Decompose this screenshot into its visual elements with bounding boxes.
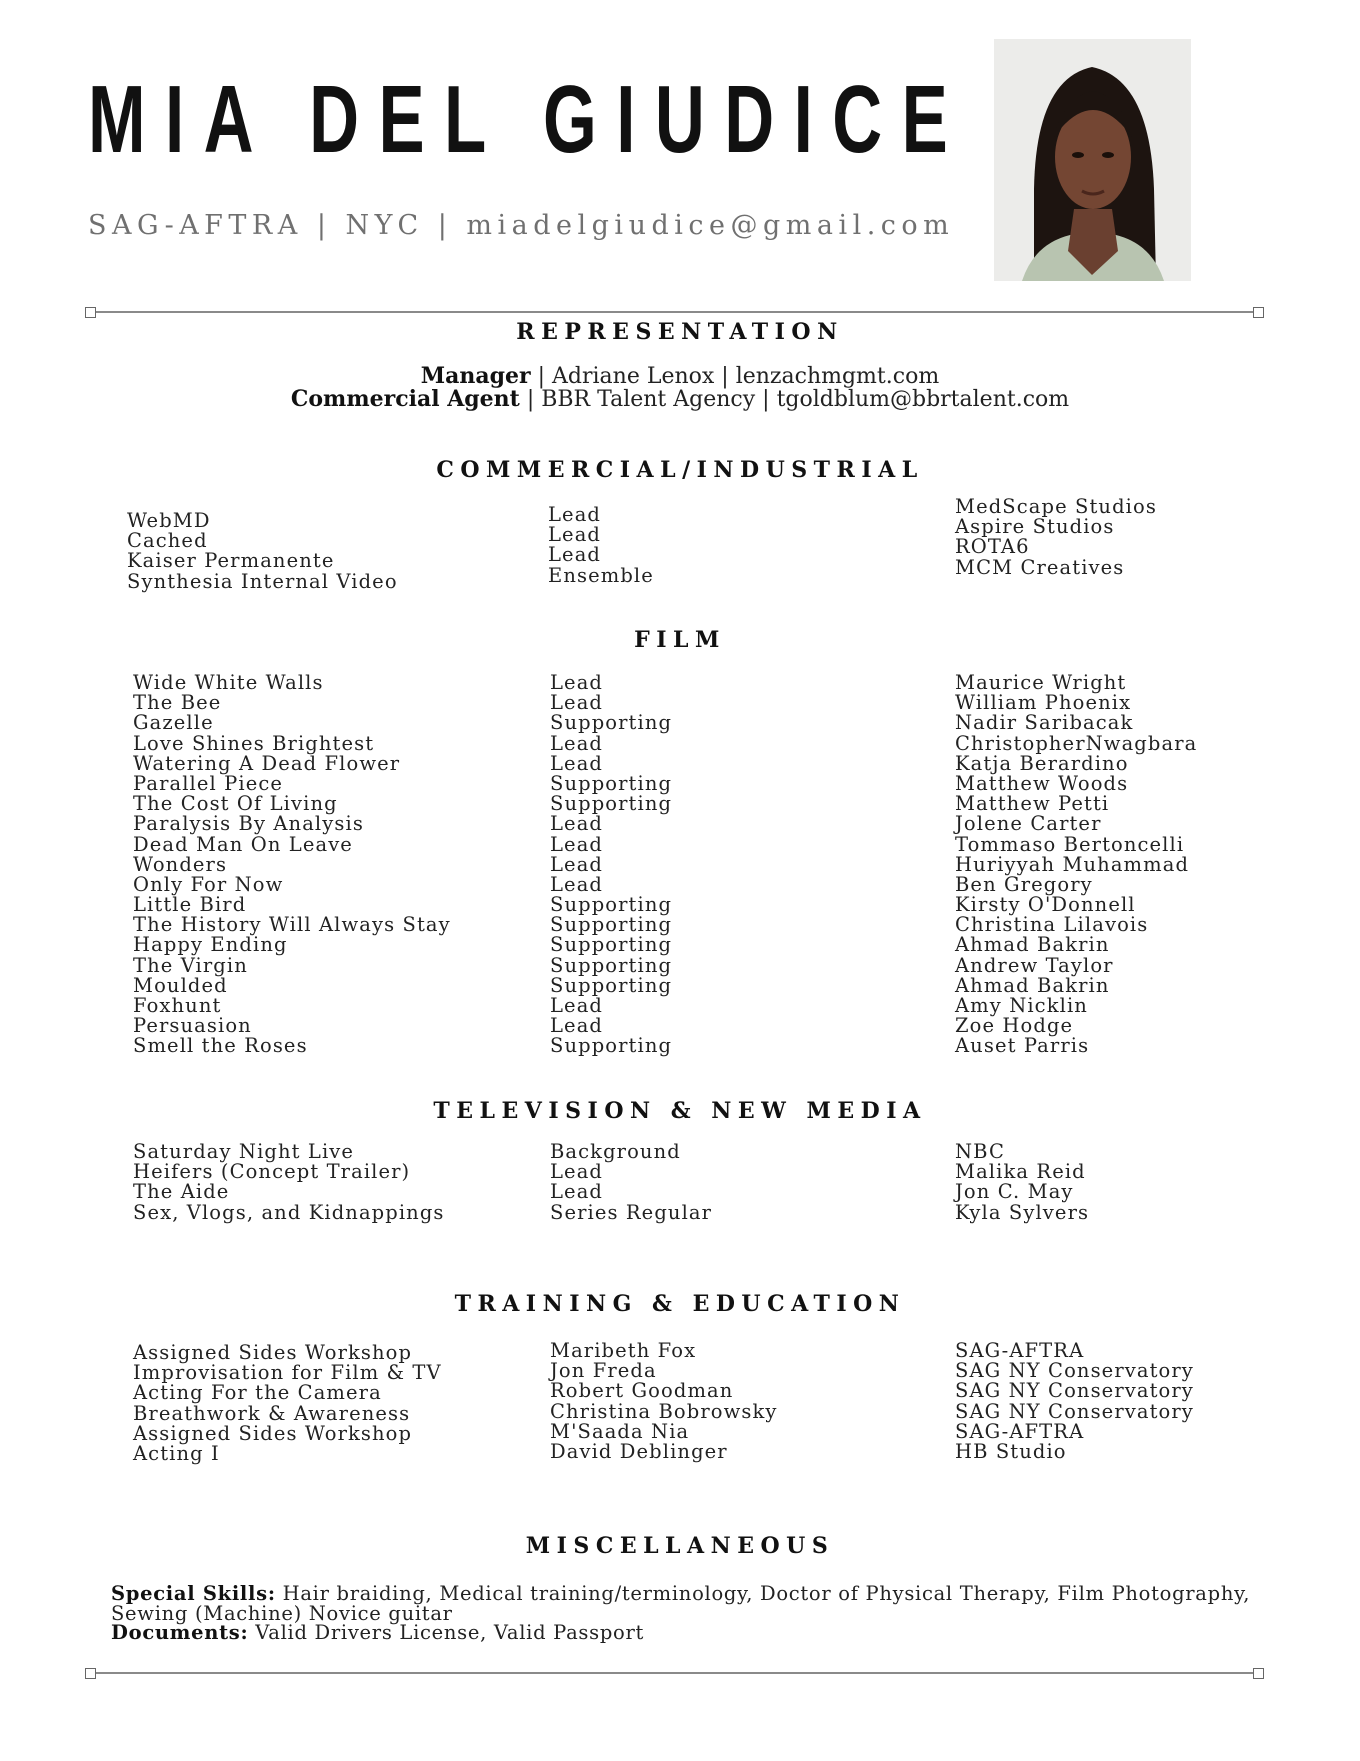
top-divider — [90, 311, 1262, 313]
list-item: Wide White Walls — [133, 671, 324, 694]
commercial-agent-info: | BBR Talent Agency | tgoldblum@bbrtalent.com — [519, 387, 1070, 412]
list-item: ROTA6 — [955, 535, 1030, 559]
list-item: Synthesia Internal Video — [127, 569, 398, 593]
commercial-titles — [127, 511, 398, 592]
list-item: Robert Goodman — [550, 1379, 734, 1403]
list-item: Assigned Sides Workshop — [133, 1341, 413, 1364]
list-item: Christina Bobrowsky — [550, 1399, 778, 1423]
documents-text: Valid Drivers License, Valid Passport — [248, 1621, 645, 1644]
list-item: Only For Now — [133, 872, 284, 896]
list-item: Matthew Petti — [955, 792, 1110, 816]
top-left-handle — [85, 307, 96, 318]
list-item: M'Saada Nia — [550, 1419, 690, 1443]
list-item: Supporting — [550, 933, 673, 957]
list-item: Supporting — [550, 771, 673, 795]
list-item: Christina Lilavois — [955, 913, 1149, 937]
manager-label: Manager — [420, 363, 531, 389]
list-item: SAG NY Conservatory — [955, 1379, 1194, 1403]
list-item: Kyla Sylvers — [955, 1200, 1090, 1224]
television-heading: TELEVISION & NEW MEDIA — [433, 1098, 927, 1124]
manager-info: | Adriane Lenox | lenzachmgmt.com — [530, 364, 940, 389]
skills-label: Special Skills: — [111, 1582, 276, 1605]
representation-heading: REPRESENTATION — [516, 319, 844, 345]
commercial-agent-row — [0, 388, 1360, 411]
list-item: Lead — [550, 691, 603, 715]
list-item: Amy Nicklin — [955, 994, 1088, 1017]
film-directors — [955, 673, 1197, 1057]
list-item: Nadir Saribacak — [955, 711, 1134, 735]
training-courses — [133, 1343, 442, 1464]
list-item: Andrew Taylor — [955, 953, 1114, 977]
documents-line — [111, 1623, 1250, 1643]
list-item: Lead — [550, 812, 603, 836]
list-item: The Aide — [133, 1180, 230, 1204]
list-item: Lead — [548, 543, 601, 567]
list-item: Jon Freda — [550, 1359, 657, 1383]
list-item: Lead — [548, 503, 601, 526]
misc-block — [111, 1584, 1250, 1643]
list-item: Kaiser Permanente — [127, 549, 335, 573]
list-item: Supporting — [550, 973, 673, 997]
commercial-agent-label: Commercial Agent — [290, 386, 520, 412]
list-item: The Virgin — [133, 953, 248, 977]
list-item: Persuasion — [133, 1014, 252, 1038]
list-item: Gazelle — [133, 711, 214, 735]
list-item: MedScape Studios — [955, 495, 1157, 518]
list-item: Background — [550, 1140, 681, 1163]
list-item: Matthew Woods — [955, 771, 1129, 795]
list-item: Breathwork & Awareness — [133, 1401, 411, 1425]
list-item: Katja Berardino — [955, 751, 1129, 775]
list-item: Jolene Carter — [955, 812, 1102, 836]
list-item: Moulded — [133, 973, 228, 997]
list-item: Cached — [127, 529, 208, 553]
list-item: SAG NY Conservatory — [955, 1359, 1194, 1383]
training-heading: TRAINING & EDUCATION — [454, 1291, 906, 1317]
list-item: Lead — [550, 994, 603, 1017]
training-schools — [955, 1341, 1194, 1462]
bottom-right-handle — [1253, 1668, 1264, 1679]
television-roles — [550, 1142, 712, 1223]
list-item: Parallel Piece — [133, 771, 284, 795]
misc-heading: MISCELLANEOUS — [525, 1533, 835, 1559]
list-item: Tommaso Bertoncelli — [955, 832, 1185, 856]
list-item: Smell the Roses — [133, 1034, 308, 1058]
list-item: Lead — [550, 1014, 603, 1038]
list-item: WebMD — [127, 509, 211, 532]
list-item: Maurice Wright — [955, 671, 1127, 694]
list-item: Little Bird — [133, 893, 247, 917]
list-item: Huriyyah Muhammad — [955, 852, 1190, 876]
list-item: Lead — [550, 1160, 603, 1184]
list-item: Jon C. May — [955, 1180, 1074, 1204]
list-item: Lead — [550, 671, 603, 694]
list-item: Lead — [550, 872, 603, 896]
list-item: Wonders — [133, 852, 228, 876]
commercial-roles — [548, 505, 654, 586]
list-item: Series Regular — [550, 1200, 713, 1224]
list-item: SAG-AFTRA — [955, 1339, 1085, 1362]
list-item: Acting For the Camera — [133, 1381, 382, 1405]
actor-name: MIA DEL GIUDICE — [88, 66, 968, 173]
list-item: Kirsty O'Donnell — [955, 893, 1136, 917]
list-item: SAG-AFTRA — [955, 1419, 1085, 1443]
list-item: Ahmad Bakrin — [955, 973, 1110, 997]
list-item: The Bee — [133, 691, 222, 715]
list-item: Ben Gregory — [955, 872, 1093, 896]
list-item: Lead — [550, 731, 603, 755]
list-item: Zoe Hodge — [955, 1014, 1074, 1038]
list-item: MCM Creatives — [955, 555, 1125, 579]
television-titles — [133, 1142, 445, 1223]
list-item: Saturday Night Live — [133, 1140, 355, 1163]
list-item: SAG NY Conservatory — [955, 1399, 1194, 1423]
bottom-left-handle — [85, 1668, 96, 1679]
list-item: Aspire Studios — [955, 515, 1115, 539]
list-item: Auset Parris — [955, 1034, 1090, 1058]
headshot-photo — [994, 39, 1191, 281]
list-item: David Deblinger — [550, 1439, 728, 1463]
skills-line — [111, 1584, 1250, 1604]
list-item: The Cost Of Living — [133, 792, 338, 816]
commercial-companies — [955, 497, 1157, 578]
list-item: Maribeth Fox — [550, 1339, 697, 1362]
list-item: Lead — [550, 1180, 603, 1204]
list-item: Supporting — [550, 953, 673, 977]
list-item: William Phoenix — [955, 691, 1132, 715]
film-roles — [550, 673, 672, 1057]
skills-line-2: Sewing (Machine) Novice guitar — [111, 1601, 453, 1625]
list-item: NBC — [955, 1140, 1005, 1163]
list-item: Heifers (Concept Trailer) — [133, 1160, 411, 1184]
list-item: Lead — [550, 832, 603, 856]
film-heading: FILM — [634, 627, 726, 653]
bottom-divider — [90, 1672, 1262, 1674]
list-item: Sex, Vlogs, and Kidnappings — [133, 1200, 445, 1224]
top-right-handle — [1253, 307, 1264, 318]
list-item: Happy Ending — [133, 933, 288, 957]
film-titles — [133, 673, 451, 1057]
list-item: Malika Reid — [955, 1160, 1086, 1184]
list-item: Supporting — [550, 792, 673, 816]
list-item: Supporting — [550, 913, 673, 937]
list-item: Lead — [548, 523, 601, 547]
list-item: Dead Man On Leave — [133, 832, 353, 856]
list-item: Assigned Sides Workshop — [133, 1421, 413, 1445]
list-item: HB Studio — [955, 1439, 1067, 1463]
list-item: Paralysis By Analysis — [133, 812, 364, 836]
contact-line: SAG-AFTRA | NYC | miadelgiudice@gmail.com — [88, 210, 955, 241]
list-item: Supporting — [550, 1034, 673, 1058]
television-networks — [955, 1142, 1089, 1223]
skills-text: Hair braiding, Medical training/terminology, Doctor of Physical Therapy, Film Photography, — [275, 1582, 1251, 1605]
list-item: Watering A Dead Flower — [133, 751, 401, 775]
documents-label: Documents: — [111, 1621, 249, 1644]
list-item: Improvisation for Film & TV — [133, 1361, 442, 1385]
list-item: Lead — [550, 852, 603, 876]
list-item: Supporting — [550, 893, 673, 917]
manager-row — [0, 365, 1360, 388]
list-item: The History Will Always Stay — [133, 913, 451, 937]
list-item: Love Shines Brightest — [133, 731, 375, 755]
list-item: Acting I — [133, 1441, 220, 1465]
list-item: Lead — [550, 751, 603, 775]
training-teachers — [550, 1341, 778, 1462]
commercial-heading: COMMERCIAL/INDUSTRIAL — [436, 457, 924, 483]
list-item: Ahmad Bakrin — [955, 933, 1110, 957]
list-item: Foxhunt — [133, 994, 222, 1017]
list-item: ChristopherNwagbara — [955, 731, 1198, 755]
list-item: Supporting — [550, 711, 673, 735]
list-item: Ensemble — [548, 563, 654, 587]
